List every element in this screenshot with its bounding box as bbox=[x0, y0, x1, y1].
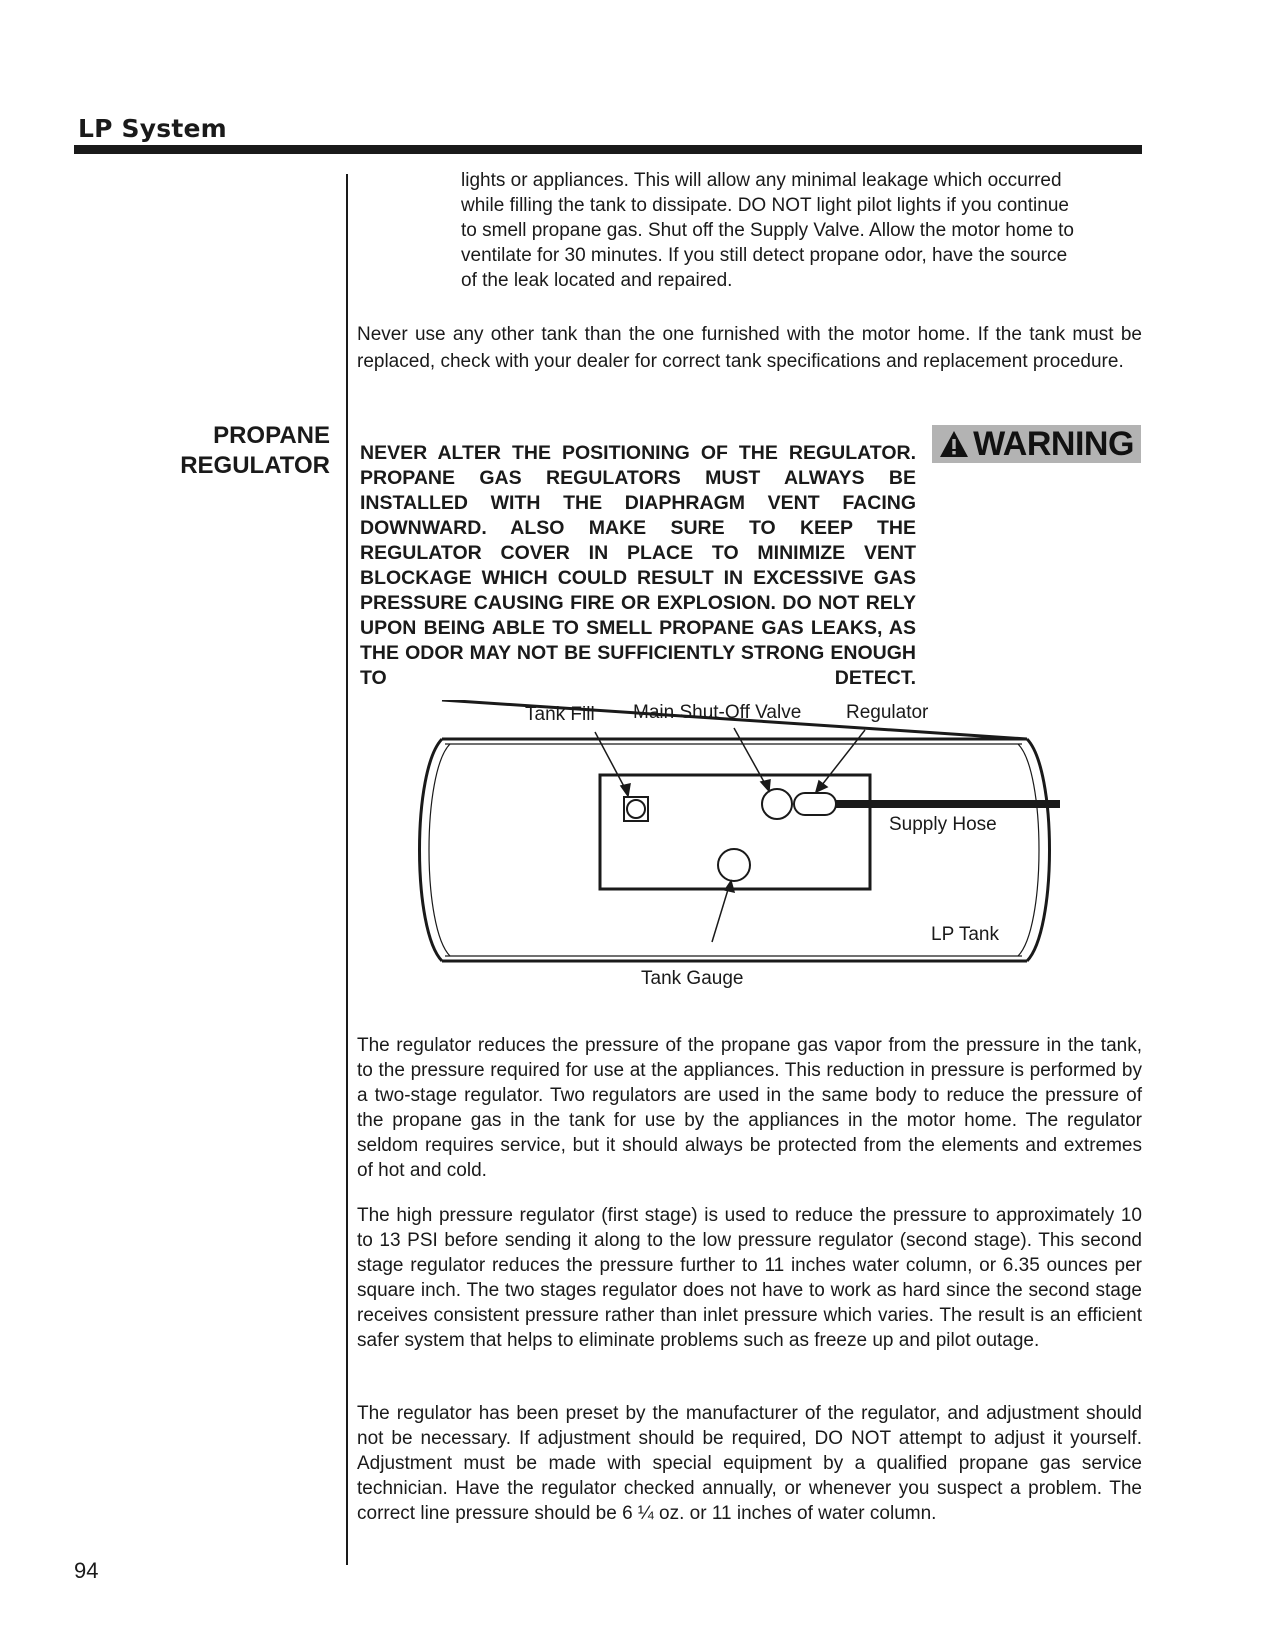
lp-tank-label: LP Tank bbox=[931, 924, 999, 945]
regulator-icon bbox=[794, 793, 836, 815]
regulator-label: Regulator bbox=[846, 702, 929, 723]
tank-gauge-label: Tank Gauge bbox=[641, 968, 744, 989]
tank-note-paragraph: Never use any other tank than the one furnished with the motor home. If the tank must be replaced, check with your dealer for correct tank specifications and replacement procedure. bbox=[357, 324, 1142, 372]
warning-badge-label: WARNING bbox=[973, 424, 1134, 463]
tank-gauge-icon bbox=[718, 849, 750, 881]
header-rule bbox=[74, 145, 1142, 154]
intro-line: while filling the tank to dissipate. DO NOT light pilot lights if you continue bbox=[461, 195, 1069, 216]
column-divider bbox=[346, 174, 348, 1565]
body-paragraph-2: The high pressure regulator (first stage) is used to reduce the pressure to approximately 10 to 13 PSI before sending it along to the low pressure regulator (second stage). This second stage regulator reduces the pressure further to 11 inches water column, or 6.35 ounces per square inch. The two stages regulator does not have to work as hard since the second stage receives consistent pressure rather than inlet pressure which varies. The result is an efficient safer system that helps to eliminate problems such as freeze up and pilot outage. bbox=[357, 1205, 1142, 1351]
shutoff-valve-icon bbox=[762, 789, 792, 819]
intro-line: ventilate for 30 minutes. If you still detect propane odor, have the source bbox=[461, 245, 1068, 266]
intro-line: of the leak located and repaired. bbox=[461, 270, 733, 291]
intro-line: to smell propane gas. Shut off the Supply Valve. Allow the motor home to bbox=[461, 220, 1074, 241]
supply-hose-line bbox=[836, 800, 1060, 808]
tank-fill-icon bbox=[624, 797, 648, 821]
body-paragraph-3: The regulator has been preset by the manufacturer of the regulator, and adjustment should not be necessary. If adjustment should be required, DO NOT attempt to adjust it yourself. Adjustment must be made with special equipment by a qualified propane gas service technician. Have the regulator checked annually, or whenever you suspect a problem. The correct line pressure should be 6 ¼ oz. or 11 inches of water column. bbox=[357, 1403, 1142, 1524]
propane-regulator-heading: PROPANE REGULATOR bbox=[180, 422, 330, 479]
warning-text: NEVER ALTER THE POSITIONING OF THE REGULATOR. PROPANE GAS REGULATORS MUST ALWAYS BE INSTALLED WITH THE DIAPHRAGM VENT FACING DOWNWARD. ALSO MAKE SURE TO KEEP THE REGULATOR COVER IN PLACE TO MINIMIZE VENT BLOCKAGE WHICH COULD RESULT IN EXCESSIVE GAS PRESSURE CAUSING FIRE OR EXPLOSION. DO NOT RELY UPON BEING ABLE TO SMELL PROPANE GAS LEAKS, AS THE ODOR MAY NOT BE SUFFICIENTLY STRONG ENOUGH TO DETECT. bbox=[360, 441, 916, 689]
intro-line: lights or appliances. This will allow any minimal leakage which occurred bbox=[461, 170, 1062, 191]
supply-hose-label: Supply Hose bbox=[889, 814, 997, 835]
tank-fill-label: Tank Fill bbox=[525, 704, 595, 725]
main-shutoff-label: Main Shut-Off Valve bbox=[633, 702, 802, 723]
warning-badge bbox=[932, 425, 1141, 463]
intro-continuation bbox=[461, 168, 1161, 293]
lp-tank-diagram bbox=[400, 700, 1080, 1000]
section-header-title: LP System bbox=[78, 114, 227, 143]
body-paragraph-1: The regulator reduces the pressure of the propane gas vapor from the pressure in the tank, to the pressure required for use at the appliances. This reduction in pressure is performed by a two-stage regulator. Two regulators are used in the same body to reduce the pressure of the propane gas in the tank for use by the appliances in the motor home. The regulator seldom requires service, but it should always be protected from the elements and extremes of hot and cold. bbox=[357, 1035, 1142, 1181]
warning-triangle-icon bbox=[939, 430, 969, 458]
valve-panel bbox=[600, 775, 870, 889]
page-number: 94 bbox=[74, 1558, 99, 1583]
